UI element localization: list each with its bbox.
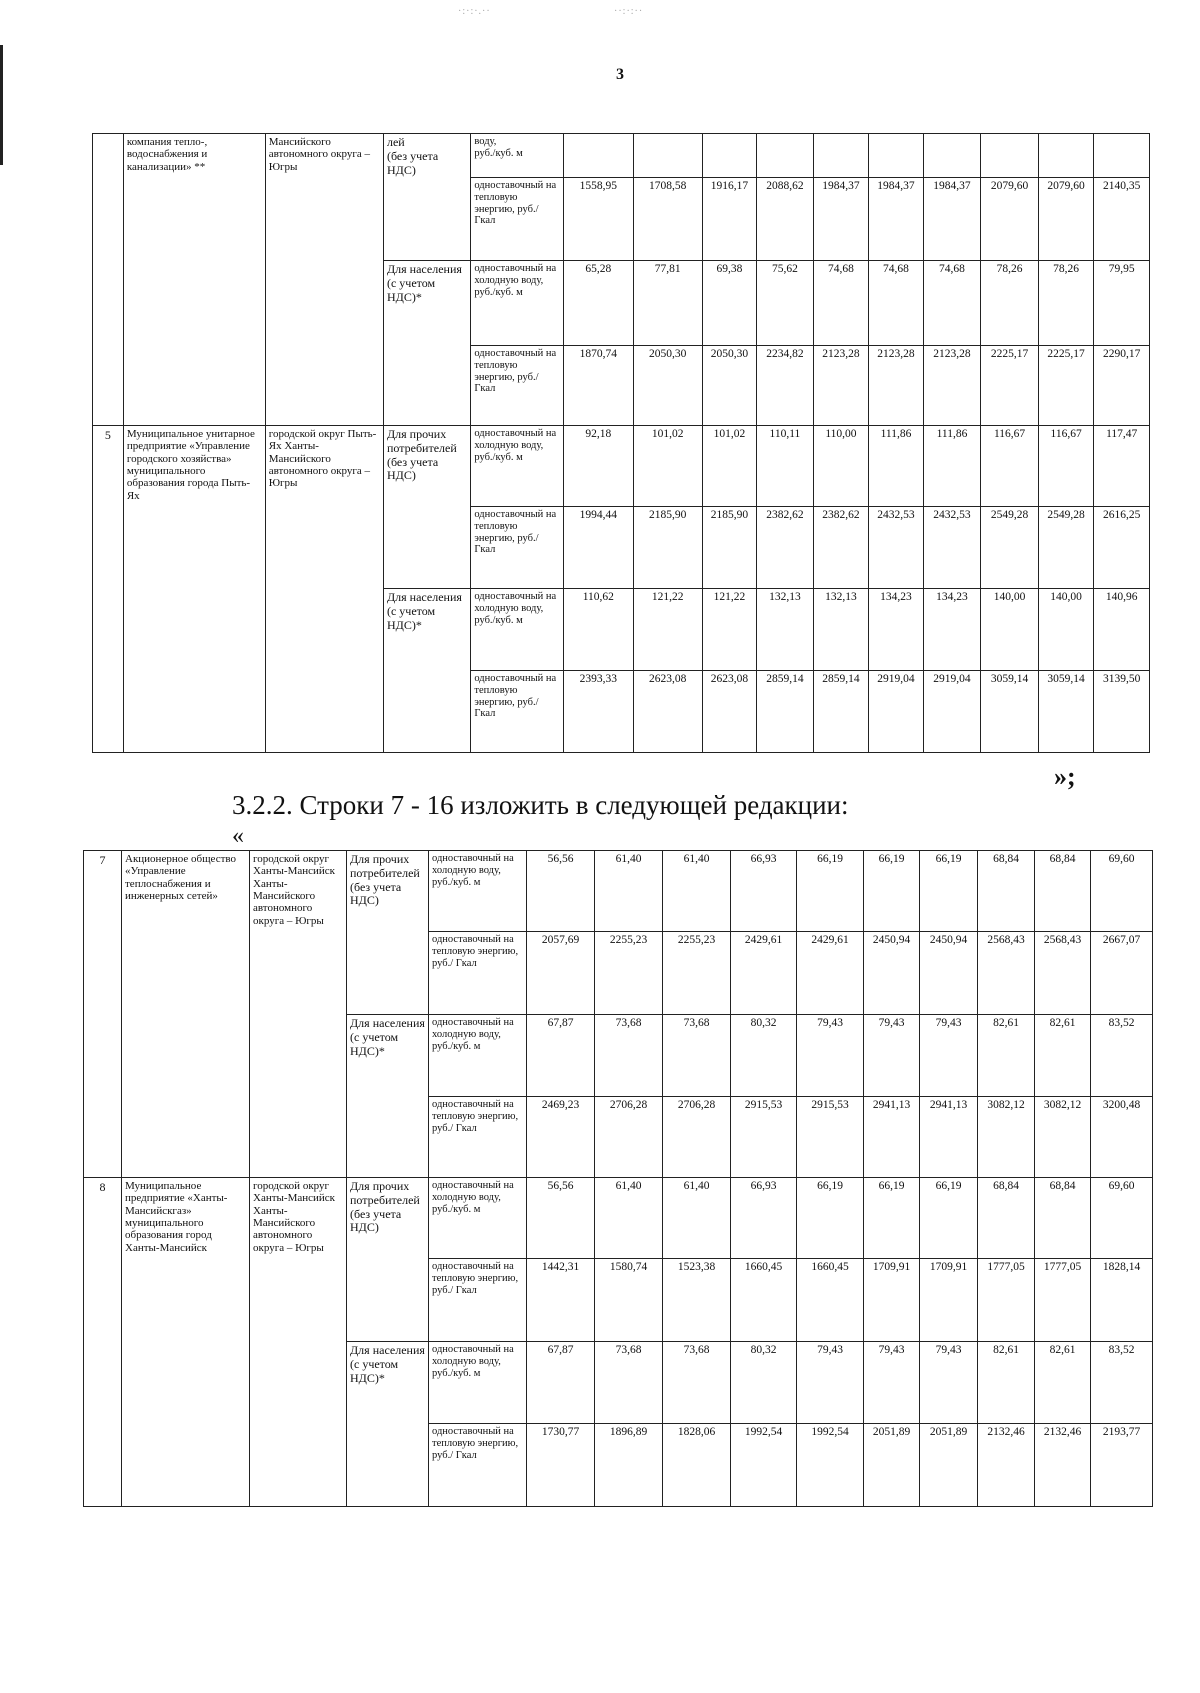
tariff-value: 2623,08 bbox=[633, 671, 702, 753]
tariff-value: 2079,60 bbox=[1038, 178, 1094, 261]
tariff-value: 2255,23 bbox=[595, 932, 663, 1015]
tariff-value: 66,93 bbox=[731, 1178, 797, 1259]
tariff-value: 74,68 bbox=[923, 261, 981, 346]
tariff-value: 2382,62 bbox=[757, 507, 814, 589]
consumer-category: Для прочих потребителей (без учета НДС) bbox=[347, 851, 429, 1015]
tariff-value: 2393,33 bbox=[563, 671, 633, 753]
tariff-value: 2088,62 bbox=[757, 178, 814, 261]
tariff-table-continued bbox=[92, 133, 1150, 753]
tariff-value: 2915,53 bbox=[797, 1097, 864, 1178]
tariff-value: 3082,12 bbox=[1035, 1097, 1091, 1178]
tariff-value: 2429,61 bbox=[731, 932, 797, 1015]
tariff-value: 101,02 bbox=[702, 426, 756, 507]
tariff-value: 2859,14 bbox=[757, 671, 814, 753]
tariff-value: 79,95 bbox=[1094, 261, 1150, 346]
tariff-type: одноставочный на тепловую энергию, руб./ Гкал bbox=[429, 1097, 527, 1178]
territory-name: городской округ Ханты-Мансийск Ханты-Мансийского автономного округа – Югры bbox=[250, 851, 347, 1178]
row-number: 8 bbox=[84, 1178, 122, 1507]
consumer-category: лей (без учета НДС) bbox=[383, 134, 470, 261]
tariff-value: 2255,23 bbox=[663, 932, 731, 1015]
tariff-value: 111,86 bbox=[869, 426, 923, 507]
tariff-value: 2234,82 bbox=[757, 346, 814, 426]
tariff-value: 2941,13 bbox=[864, 1097, 920, 1178]
tariff-value: 2706,28 bbox=[663, 1097, 731, 1178]
tariff-type: одноставочный на тепловую энергию, руб./ Гкал bbox=[429, 1424, 527, 1507]
tariff-value: 82,61 bbox=[978, 1015, 1035, 1097]
tariff-value bbox=[702, 134, 756, 178]
tariff-value: 121,22 bbox=[633, 589, 702, 671]
tariff-value: 1984,37 bbox=[813, 178, 869, 261]
tariff-value: 56,56 bbox=[527, 851, 595, 932]
tariff-value: 79,43 bbox=[864, 1015, 920, 1097]
tariff-type: одноставочный на тепловую энергию, руб./ Гкал bbox=[471, 346, 564, 426]
tariff-value: 140,00 bbox=[1038, 589, 1094, 671]
tariff-value: 83,52 bbox=[1091, 1015, 1153, 1097]
tariff-value: 1442,31 bbox=[527, 1259, 595, 1342]
tariff-value: 61,40 bbox=[595, 851, 663, 932]
tariff-value: 1984,37 bbox=[923, 178, 981, 261]
tariff-value: 1828,14 bbox=[1091, 1259, 1153, 1342]
tariff-table-new-edition bbox=[83, 850, 1153, 1507]
tariff-value: 2469,23 bbox=[527, 1097, 595, 1178]
tariff-type: одноставочный на холодную воду, руб./куб. м bbox=[429, 1342, 527, 1424]
tariff-value: 2450,94 bbox=[920, 932, 978, 1015]
tariff-type: одноставочный на холодную воду, руб./куб. м bbox=[471, 261, 564, 346]
tariff-value: 2919,04 bbox=[869, 671, 923, 753]
tariff-value: 1984,37 bbox=[869, 178, 923, 261]
tariff-value: 132,13 bbox=[757, 589, 814, 671]
tariff-value: 92,18 bbox=[563, 426, 633, 507]
tariff-value: 66,19 bbox=[864, 851, 920, 932]
tariff-value: 3059,14 bbox=[1038, 671, 1094, 753]
tariff-value: 1828,06 bbox=[663, 1424, 731, 1507]
tariff-value bbox=[1094, 134, 1150, 178]
tariff-value: 2450,94 bbox=[864, 932, 920, 1015]
territory-name: городской округ Ханты-Мансийск Ханты-Мансийского автономного округа – Югры bbox=[250, 1178, 347, 1507]
tariff-value: 2706,28 bbox=[595, 1097, 663, 1178]
tariff-value: 2623,08 bbox=[702, 671, 756, 753]
tariff-value: 2290,17 bbox=[1094, 346, 1150, 426]
tariff-value: 140,00 bbox=[981, 589, 1039, 671]
consumer-category: Для прочих потребителей (без учета НДС) bbox=[347, 1178, 429, 1342]
tariff-value: 116,67 bbox=[981, 426, 1039, 507]
tariff-value: 2568,43 bbox=[1035, 932, 1091, 1015]
tariff-value bbox=[923, 134, 981, 178]
tariff-value: 101,02 bbox=[633, 426, 702, 507]
tariff-type: одноставочный на тепловую энергию, руб./ Гкал bbox=[471, 178, 564, 261]
tariff-line-row bbox=[84, 1178, 1153, 1259]
tariff-value: 2185,90 bbox=[633, 507, 702, 589]
tariff-value: 2050,30 bbox=[702, 346, 756, 426]
tariff-value: 2193,77 bbox=[1091, 1424, 1153, 1507]
tariff-value: 2225,17 bbox=[981, 346, 1039, 426]
tariff-value: 3082,12 bbox=[978, 1097, 1035, 1178]
tariff-value: 2185,90 bbox=[702, 507, 756, 589]
tariff-value: 65,28 bbox=[563, 261, 633, 346]
section-heading: 3.2.2. Строки 7 - 16 изложить в следующей редакции: bbox=[232, 790, 849, 820]
tariff-value: 82,61 bbox=[1035, 1015, 1091, 1097]
tariff-value bbox=[981, 134, 1039, 178]
tariff-type: одноставочный на холодную воду, руб./куб. м bbox=[429, 1178, 527, 1259]
tariff-value: 1994,44 bbox=[563, 507, 633, 589]
consumer-category: Для населения (с учетом НДС)* bbox=[383, 589, 470, 753]
tariff-value: 82,61 bbox=[1035, 1342, 1091, 1424]
tariff-value: 110,00 bbox=[813, 426, 869, 507]
tariff-value: 68,84 bbox=[978, 1178, 1035, 1259]
tariff-value: 1558,95 bbox=[563, 178, 633, 261]
tariff-type: одноставочный на холодную воду, руб./куб. м bbox=[471, 426, 564, 507]
tariff-value: 2432,53 bbox=[923, 507, 981, 589]
tariff-value: 83,52 bbox=[1091, 1342, 1153, 1424]
tariff-line-row bbox=[93, 426, 1150, 507]
territory-name: городской округ Пыть-Ях Ханты-Мансийского автономного округа – Югры bbox=[265, 426, 383, 753]
tariff-value: 2050,30 bbox=[633, 346, 702, 426]
consumer-category: Для населения (с учетом НДС)* bbox=[347, 1015, 429, 1178]
tariff-value: 1523,38 bbox=[663, 1259, 731, 1342]
tariff-value bbox=[633, 134, 702, 178]
tariff-value: 82,61 bbox=[978, 1342, 1035, 1424]
tariff-value: 69,60 bbox=[1091, 1178, 1153, 1259]
tariff-value: 110,11 bbox=[757, 426, 814, 507]
tariff-value: 121,22 bbox=[702, 589, 756, 671]
tariff-value: 61,40 bbox=[663, 1178, 731, 1259]
tariff-value: 2667,07 bbox=[1091, 932, 1153, 1015]
tariff-value: 73,68 bbox=[663, 1342, 731, 1424]
tariff-type: одноставочный на холодную воду, руб./куб. м bbox=[429, 851, 527, 932]
tariff-value: 132,13 bbox=[813, 589, 869, 671]
tariff-value: 2132,46 bbox=[978, 1424, 1035, 1507]
tariff-value: 2941,13 bbox=[920, 1097, 978, 1178]
tariff-type: одноставочный на тепловую энергию, руб./ Гкал bbox=[429, 1259, 527, 1342]
tariff-value: 2123,28 bbox=[813, 346, 869, 426]
tariff-value: 79,43 bbox=[920, 1342, 978, 1424]
tariff-value: 2079,60 bbox=[981, 178, 1039, 261]
tariff-type: одноставочный на тепловую энергию, руб./ Гкал bbox=[471, 671, 564, 753]
tariff-value: 1730,77 bbox=[527, 1424, 595, 1507]
tariff-value: 68,84 bbox=[1035, 851, 1091, 932]
organization-name: Муниципальное унитарное предприятие «Управление городского хозяйства» муниципального образования города Пыть-Ях bbox=[123, 426, 265, 753]
tariff-value: 2429,61 bbox=[797, 932, 864, 1015]
tariff-value: 68,84 bbox=[978, 851, 1035, 932]
tariff-value: 61,40 bbox=[595, 1178, 663, 1259]
tariff-value: 2919,04 bbox=[923, 671, 981, 753]
tariff-value: 1870,74 bbox=[563, 346, 633, 426]
tariff-line-row bbox=[93, 134, 1150, 178]
closing-quote: »; bbox=[1054, 762, 1076, 791]
tariff-value: 1992,54 bbox=[731, 1424, 797, 1507]
tariff-value: 2549,28 bbox=[1038, 507, 1094, 589]
tariff-value: 1708,58 bbox=[633, 178, 702, 261]
tariff-value: 61,40 bbox=[663, 851, 731, 932]
tariff-value: 66,19 bbox=[797, 1178, 864, 1259]
row-number: 7 bbox=[84, 851, 122, 1178]
tariff-value bbox=[813, 134, 869, 178]
tariff-value: 79,43 bbox=[920, 1015, 978, 1097]
tariff-value: 134,23 bbox=[869, 589, 923, 671]
scan-edge-mark bbox=[0, 45, 3, 165]
tariff-type: одноставочный на тепловую энергию, руб./ Гкал bbox=[471, 507, 564, 589]
tariff-value bbox=[1038, 134, 1094, 178]
tariff-value: 111,86 bbox=[923, 426, 981, 507]
tariff-value: 110,62 bbox=[563, 589, 633, 671]
tariff-value: 69,60 bbox=[1091, 851, 1153, 932]
tariff-value: 77,81 bbox=[633, 261, 702, 346]
tariff-value: 2915,53 bbox=[731, 1097, 797, 1178]
tariff-value: 56,56 bbox=[527, 1178, 595, 1259]
tariff-value bbox=[563, 134, 633, 178]
organization-name: Муниципальное предприятие «Ханты-Мансийскгаз» муниципального образования город Ханты-Мансийск bbox=[122, 1178, 250, 1507]
tariff-value: 3059,14 bbox=[981, 671, 1039, 753]
tariff-type: одноставочный на тепловую энергию, руб./ Гкал bbox=[429, 932, 527, 1015]
row-number: 5 bbox=[93, 426, 124, 753]
tariff-value: 2051,89 bbox=[864, 1424, 920, 1507]
tariff-value: 3139,50 bbox=[1094, 671, 1150, 753]
tariff-value: 67,87 bbox=[527, 1342, 595, 1424]
tariff-value: 2057,69 bbox=[527, 932, 595, 1015]
tariff-value: 2859,14 bbox=[813, 671, 869, 753]
tariff-type: воду, руб./куб. м bbox=[471, 134, 564, 178]
tariff-value: 79,43 bbox=[797, 1342, 864, 1424]
organization-name: компания тепло-, водоснабжения и канализации» ** bbox=[123, 134, 265, 426]
tariff-value: 2123,28 bbox=[923, 346, 981, 426]
tariff-value: 2432,53 bbox=[869, 507, 923, 589]
tariff-value: 66,93 bbox=[731, 851, 797, 932]
tariff-value: 80,32 bbox=[731, 1342, 797, 1424]
tariff-value: 73,68 bbox=[595, 1015, 663, 1097]
organization-name: Акционерное общество «Управление теплоснабжения и инженерных сетей» bbox=[122, 851, 250, 1178]
tariff-value: 1709,91 bbox=[864, 1259, 920, 1342]
tariff-value: 1916,17 bbox=[702, 178, 756, 261]
tariff-value: 73,68 bbox=[663, 1015, 731, 1097]
tariff-value: 1709,91 bbox=[920, 1259, 978, 1342]
scan-noise: ··:·:·· bbox=[614, 6, 644, 17]
tariff-value: 2132,46 bbox=[1035, 1424, 1091, 1507]
tariff-value bbox=[757, 134, 814, 178]
tariff-value: 1777,05 bbox=[1035, 1259, 1091, 1342]
tariff-value: 1660,45 bbox=[731, 1259, 797, 1342]
tariff-value: 1777,05 bbox=[978, 1259, 1035, 1342]
tariff-value: 69,38 bbox=[702, 261, 756, 346]
tariff-value: 74,68 bbox=[813, 261, 869, 346]
tariff-value: 74,68 bbox=[869, 261, 923, 346]
tariff-value: 66,19 bbox=[797, 851, 864, 932]
tariff-value: 2568,43 bbox=[978, 932, 1035, 1015]
tariff-value: 2140,35 bbox=[1094, 178, 1150, 261]
tariff-value: 66,19 bbox=[920, 851, 978, 932]
tariff-value: 1660,45 bbox=[797, 1259, 864, 1342]
tariff-type: одноставочный на холодную воду, руб./куб. м bbox=[471, 589, 564, 671]
tariff-value: 134,23 bbox=[923, 589, 981, 671]
tariff-value: 80,32 bbox=[731, 1015, 797, 1097]
tariff-value: 2123,28 bbox=[869, 346, 923, 426]
tariff-value: 73,68 bbox=[595, 1342, 663, 1424]
scan-noise: ·:·:·.·· bbox=[458, 6, 491, 17]
tariff-value: 78,26 bbox=[981, 261, 1039, 346]
tariff-value: 75,62 bbox=[757, 261, 814, 346]
consumer-category: Для населения (с учетом НДС)* bbox=[347, 1342, 429, 1507]
tariff-value: 79,43 bbox=[797, 1015, 864, 1097]
tariff-value: 78,26 bbox=[1038, 261, 1094, 346]
tariff-type: одноставочный на холодную воду, руб./куб. м bbox=[429, 1015, 527, 1097]
tariff-value: 2382,62 bbox=[813, 507, 869, 589]
tariff-value: 116,67 bbox=[1038, 426, 1094, 507]
page-number: 3 bbox=[616, 66, 624, 83]
tariff-value: 2549,28 bbox=[981, 507, 1039, 589]
tariff-value: 1580,74 bbox=[595, 1259, 663, 1342]
tariff-value: 3200,48 bbox=[1091, 1097, 1153, 1178]
tariff-value: 2616,25 bbox=[1094, 507, 1150, 589]
tariff-value: 66,19 bbox=[920, 1178, 978, 1259]
tariff-value: 1896,89 bbox=[595, 1424, 663, 1507]
row-number bbox=[93, 134, 124, 426]
consumer-category: Для прочих потребителей (без учета НДС) bbox=[383, 426, 470, 589]
tariff-value bbox=[869, 134, 923, 178]
tariff-value: 117,47 bbox=[1094, 426, 1150, 507]
territory-name: Мансийского автономного округа – Югры bbox=[265, 134, 383, 426]
tariff-value: 68,84 bbox=[1035, 1178, 1091, 1259]
consumer-category: Для населения (с учетом НДС)* bbox=[383, 261, 470, 426]
opening-quote: « bbox=[232, 823, 244, 849]
tariff-value: 67,87 bbox=[527, 1015, 595, 1097]
tariff-line-row bbox=[84, 851, 1153, 932]
tariff-value: 66,19 bbox=[864, 1178, 920, 1259]
tariff-value: 140,96 bbox=[1094, 589, 1150, 671]
tariff-value: 2225,17 bbox=[1038, 346, 1094, 426]
tariff-value: 1992,54 bbox=[797, 1424, 864, 1507]
tariff-value: 79,43 bbox=[864, 1342, 920, 1424]
tariff-value: 2051,89 bbox=[920, 1424, 978, 1507]
